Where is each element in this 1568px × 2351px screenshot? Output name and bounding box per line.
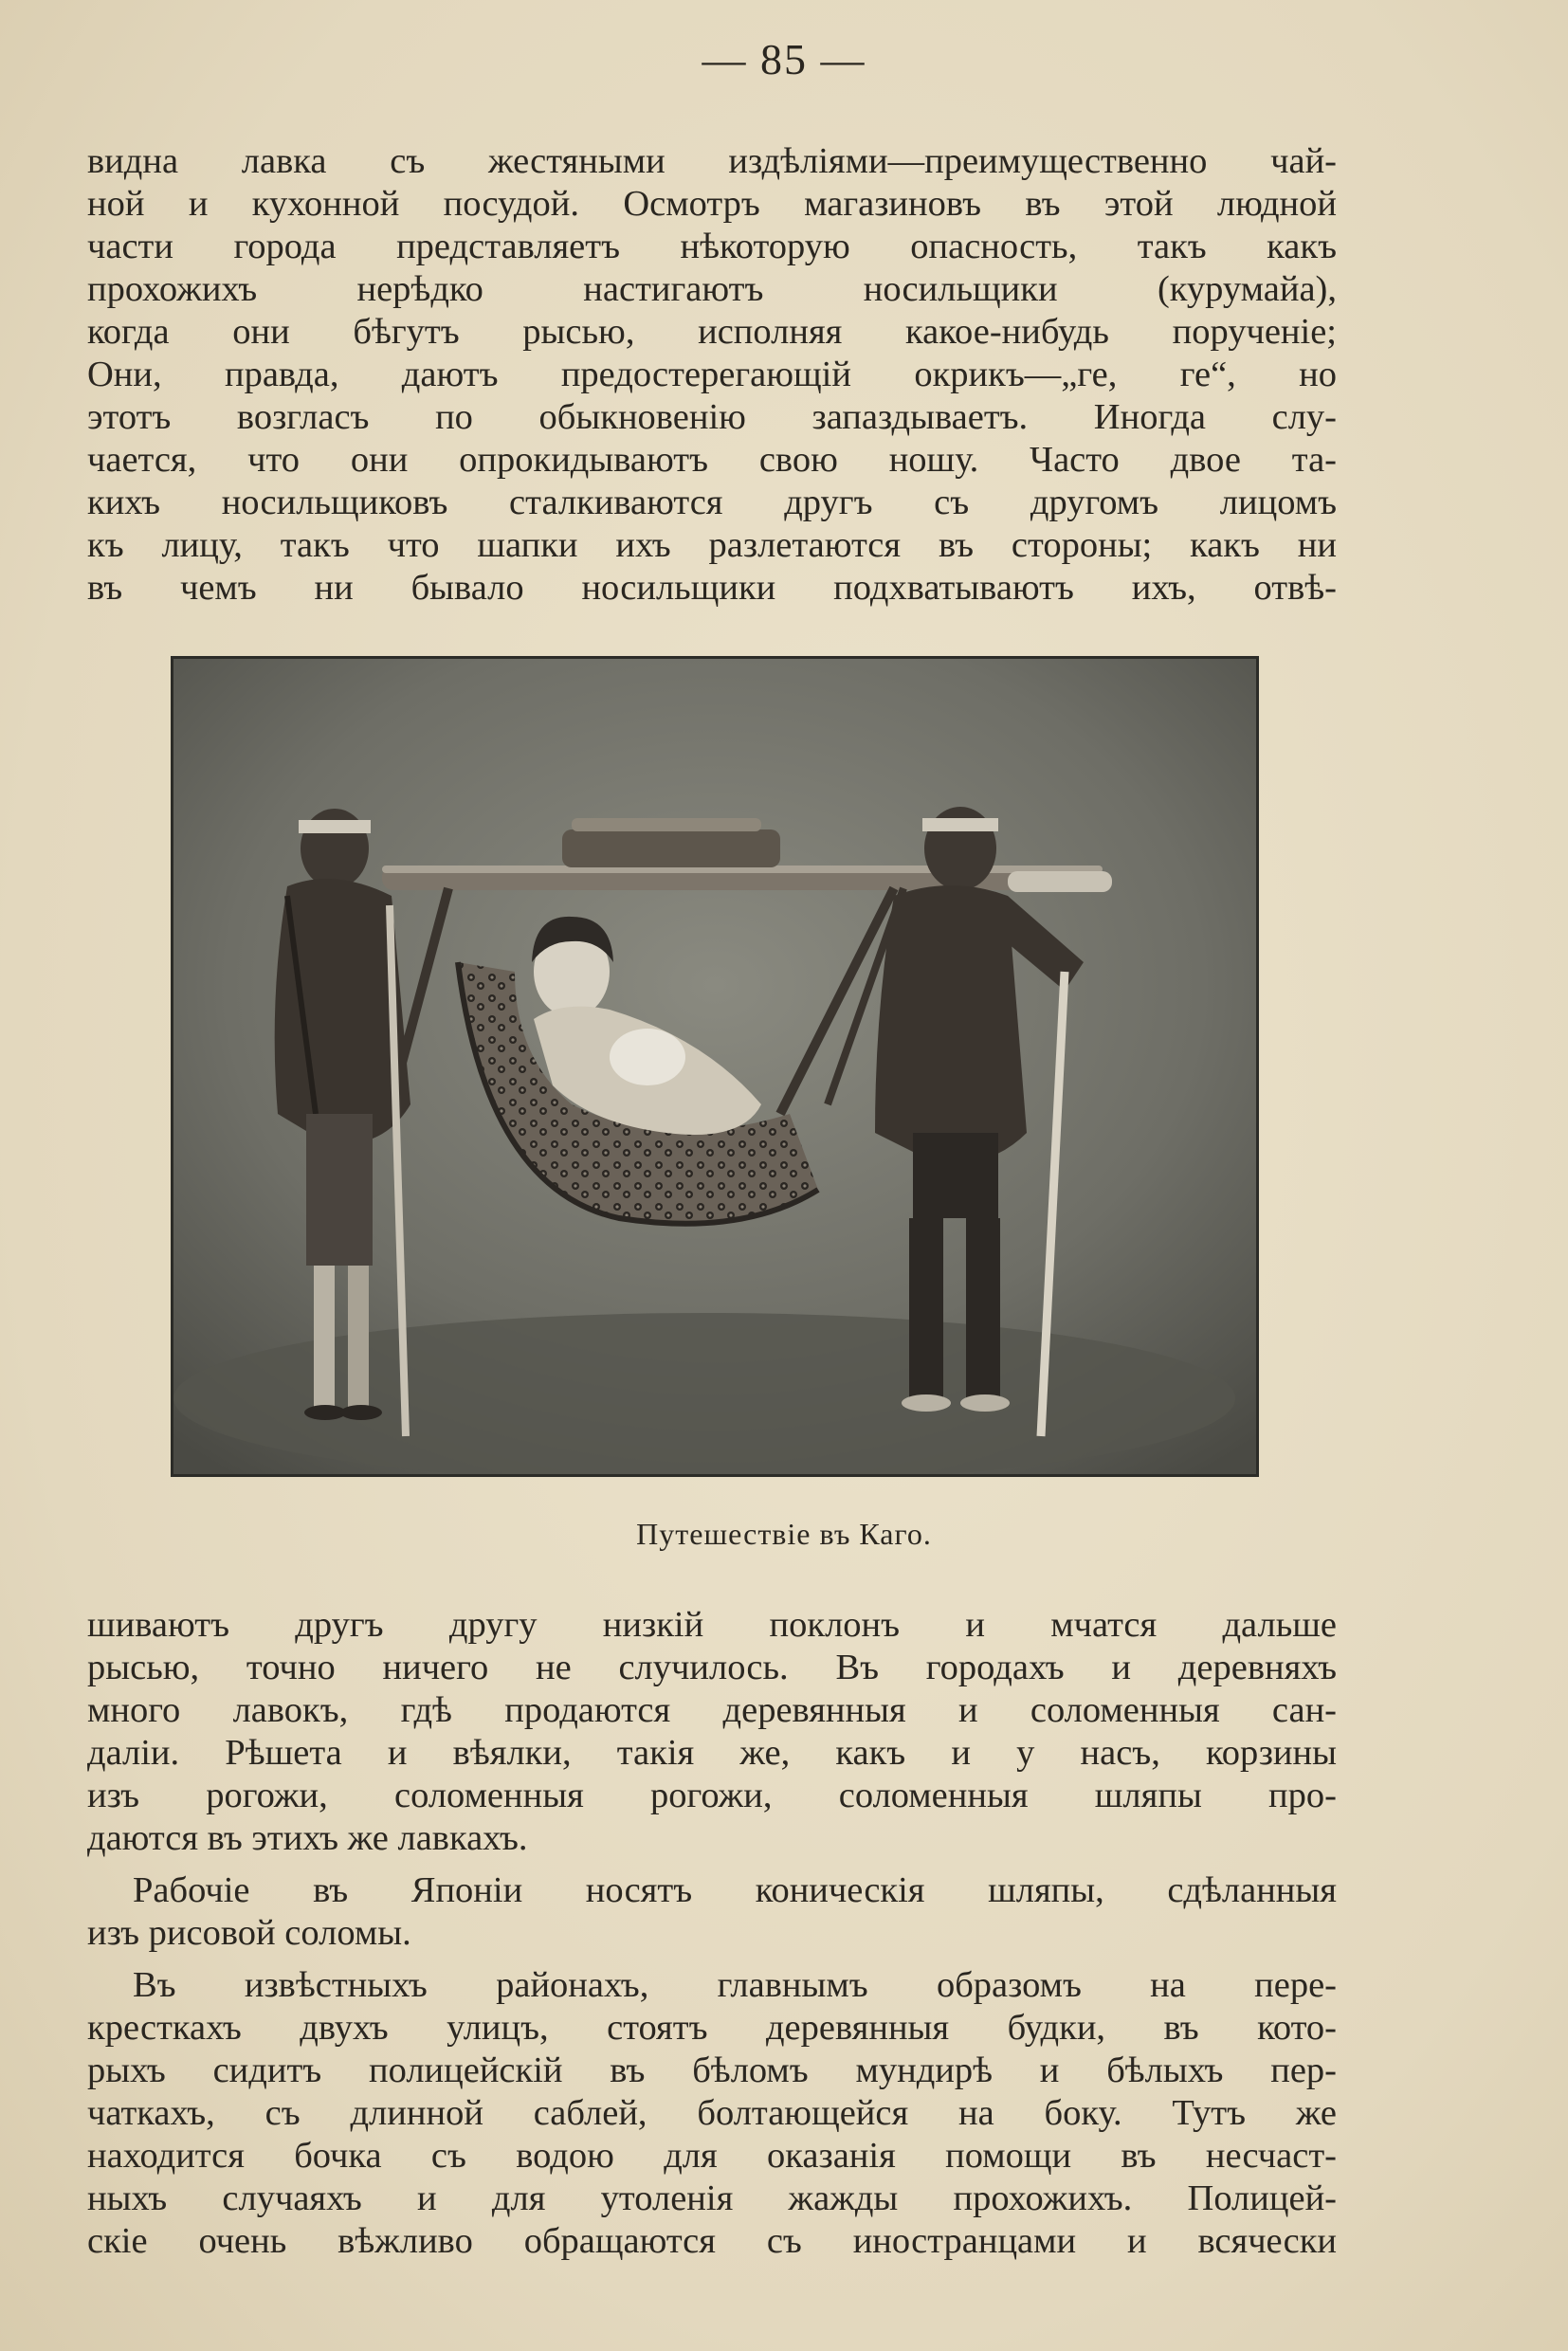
text-line: даются въ этихъ же лавкахъ. (87, 1818, 528, 1858)
text-line: прохожихъ нерѣдко настигаютъ носильщики (курумайа), (87, 269, 1337, 309)
text-line: чается, что они опрокидываютъ свою ношу. Часто двое та- (87, 440, 1337, 480)
text-line: рыхъ сидитъ полицейскій въ бѣломъ мундирѣ и бѣлыхъ пер- (87, 2050, 1337, 2090)
text-line: скіе очень вѣжливо обращаются съ иностранцами и всячески (87, 2221, 1337, 2261)
paragraph (87, 1604, 1337, 1860)
text-line: когда они бѣгутъ рысью, исполняя какое-нибудь порученіе; (87, 312, 1337, 352)
kago-photograph (171, 656, 1259, 1477)
text-line: рысью, точно ничего не случилось. Въ городахъ и деревняхъ (87, 1648, 1337, 1687)
top-text-block (87, 140, 1337, 610)
text-line: Они, правда, даютъ предостерегающій окрикъ—„ге, ге“, но (87, 355, 1337, 394)
text-line: кресткахъ двухъ улицъ, стоятъ деревянныя будки, въ кото- (87, 2008, 1337, 2048)
text-line: изъ рогожи, соломенныя рогожи, соломенныя шляпы про- (87, 1776, 1337, 1815)
text-line: много лавокъ, гдѣ продаются деревянныя и соломенныя сан- (87, 1690, 1337, 1730)
paragraph (87, 1964, 1337, 2263)
text-line: ной и кухонной посудой. Осмотръ магазиновъ въ этой людной (87, 184, 1337, 224)
text-line: къ лицу, такъ что шапки ихъ разлетаются въ стороны; какъ ни (87, 525, 1337, 565)
text-line: ныхъ случаяхъ и для утоленія жажды прохожихъ. Полицей- (87, 2178, 1337, 2218)
text-line: Рабочіе въ Японіи носятъ коническія шляпы, сдѣланныя (133, 1870, 1337, 1910)
text-line: шиваютъ другъ другу низкій поклонъ и мчатся дальше (87, 1605, 1337, 1645)
text-line: даліи. Рѣшета и вѣялки, такія же, какъ и у насъ, корзины (87, 1733, 1337, 1773)
text-line: въ чемъ ни бывало носильщики подхватываютъ ихъ, отвѣ- (87, 568, 1337, 608)
text-line: изъ рисовой соломы. (87, 1913, 411, 1953)
bottom-text-block (87, 1604, 1337, 2263)
text-line: находится бочка съ водою для оказанія помощи въ несчаст- (87, 2136, 1337, 2176)
text-line: чаткахъ, съ длинной саблей, болтающейся на боку. Тутъ же (87, 2093, 1337, 2133)
figure-caption: Путешествіе въ Каго. (636, 1517, 932, 1551)
kago-illustration (173, 659, 1256, 1474)
text-line: части города представляетъ нѣкоторую опасность, такъ какъ (87, 227, 1337, 266)
paragraph (87, 1869, 1337, 1955)
text-line: Въ извѣстныхъ районахъ, главнымъ образомъ на пере- (133, 1965, 1337, 2005)
text-line: видна лавка съ жестяными издѣліями—преимущественно чай- (87, 141, 1337, 181)
page-number: — 85 — (702, 35, 866, 83)
text-line: этотъ возгласъ по обыкновенію запаздываетъ. Иногда слу- (87, 397, 1337, 437)
text-line: кихъ носильщиковъ сталкиваются другъ съ другомъ лицомъ (87, 483, 1337, 522)
